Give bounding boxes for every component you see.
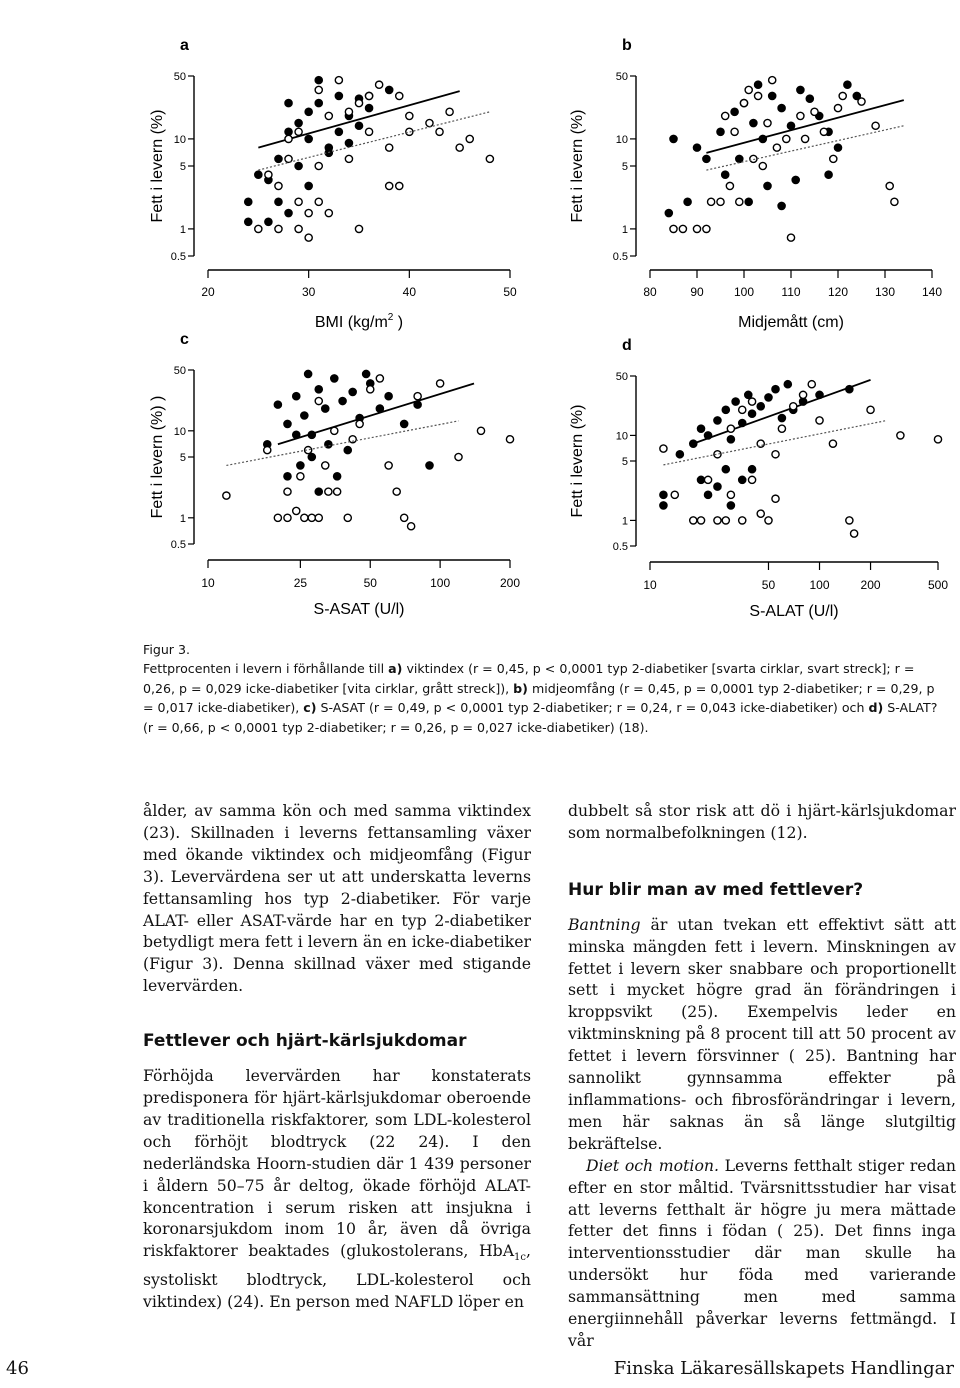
data-point-control xyxy=(466,135,473,142)
x-tick-label: 40 xyxy=(402,285,417,299)
data-point-control xyxy=(325,488,332,495)
data-point-control xyxy=(748,398,755,405)
data-point-type2 xyxy=(769,92,776,99)
data-point-control xyxy=(816,417,823,424)
data-point-control xyxy=(769,77,776,84)
data-point-type2 xyxy=(275,198,282,205)
data-point-control xyxy=(772,495,779,502)
y-tick-label: 1 xyxy=(179,512,186,525)
data-point-control xyxy=(376,375,383,382)
data-point-type2 xyxy=(665,209,672,216)
data-point-type2 xyxy=(739,476,746,483)
data-point-control xyxy=(356,420,363,427)
data-point-control xyxy=(275,182,282,189)
data-point-type2 xyxy=(305,182,312,189)
caption-label: Figur 3. xyxy=(143,642,190,657)
y-tick-label: 0.5 xyxy=(170,251,186,263)
regression-line-control xyxy=(226,421,458,466)
data-point-type2 xyxy=(697,425,704,432)
x-tick-label: 10 xyxy=(201,576,215,590)
data-point-type2 xyxy=(778,104,785,111)
data-point-control xyxy=(301,514,308,521)
data-point-type2 xyxy=(714,483,721,490)
data-point-control xyxy=(690,517,697,524)
x-tick-label: 25 xyxy=(293,576,308,590)
scatter-chart-c xyxy=(140,330,540,630)
data-point-type2 xyxy=(772,386,779,393)
x-axis-label: S-ASAT (U/l) xyxy=(313,601,405,618)
paragraph: Diet och motion. Leverns fetthalt stiger redan efter en stor måltid. Tvärsnittsstudier har visat att leverns fetthalt är högre ju mera mättade fetter det finns i födan ( 25). Det finns inga interventionsstudier där man skulle ha undersökt hur föda med varierande sammansättning men med samma energiinnehåll påverkar leverns fettmängd. I vår xyxy=(568,1155,956,1350)
data-point-control xyxy=(799,391,806,398)
data-point-control xyxy=(726,182,733,189)
data-point-control xyxy=(727,491,734,498)
data-point-control xyxy=(787,234,794,241)
data-point-control xyxy=(315,397,322,404)
x-tick-label: 90 xyxy=(690,285,704,299)
scatter-chart-d xyxy=(560,330,960,630)
x-axis-label: Midjemått (cm) xyxy=(738,314,844,331)
data-point-type2 xyxy=(305,108,312,115)
data-point-type2 xyxy=(265,218,272,225)
data-point-type2 xyxy=(345,139,352,146)
data-point-control xyxy=(322,462,329,469)
data-point-type2 xyxy=(305,370,312,377)
data-point-control xyxy=(401,514,408,521)
data-point-control xyxy=(714,517,721,524)
data-point-control xyxy=(414,393,421,400)
data-point-type2 xyxy=(722,466,729,473)
data-point-control xyxy=(797,112,804,119)
y-tick-label: 10 xyxy=(615,430,628,443)
data-point-type2 xyxy=(660,502,667,509)
data-point-control xyxy=(750,155,757,162)
body-column-left xyxy=(143,800,531,1313)
y-tick-label: 50 xyxy=(173,71,186,83)
data-point-type2 xyxy=(365,104,372,111)
data-point-control xyxy=(386,182,393,189)
data-point-type2 xyxy=(703,155,710,162)
regression-line-type2 xyxy=(693,380,870,444)
data-point-type2 xyxy=(401,420,408,427)
x-tick-label: 120 xyxy=(827,285,849,299)
scatter-chart-a xyxy=(140,20,540,340)
x-tick-label: 50 xyxy=(503,285,517,299)
y-tick-label: 5 xyxy=(179,452,186,464)
paragraph: Förhöjda levervärden har konstaterats predisponera för hjärt-kärlsjukdomar oberoende av traditionella riskfaktorer, som LDL-kolesterol och förhöjt blodtryck (22 24). I den nederländska Hoorn-studien där 1 439 personer i åldern 50–75 år deltog, ökade förhöjd ALAT-koncentration i serum risken att insjukna i koronarsjukdom inom 10 år, även då övriga riskfaktorer beaktades (glukostolerans, HbA$_{1c}$, systoliskt blodtryck, LDL-kolesterol och viktindex) (24). En person med NAFLD löper en xyxy=(143,1066,531,1312)
data-point-control xyxy=(386,144,393,151)
data-point-control xyxy=(834,104,841,111)
data-point-control xyxy=(345,108,352,115)
data-point-control xyxy=(345,155,352,162)
paragraph: Bantning är utan tvekan ett effektivt sätt att minska mängden fett i levern. Minskningen av fettet i levern sker snabbare och proportionellt sett i mycket högre grad än förändringen i kroppsvikt (25). Exempelvis leder en viktminskning på 8 procent till att 50 procent av fettet i levern försvinner ( 25). Bantning har sannolikt gynnsamma effekter på inflammations- och fibrosförändringar i levern, men här saknas än så länge slutgiltig bekräftelse. xyxy=(568,914,956,1153)
data-point-type2 xyxy=(355,122,362,129)
data-point-control xyxy=(506,436,513,443)
data-point-type2 xyxy=(386,86,393,93)
data-point-control xyxy=(385,462,392,469)
data-point-type2 xyxy=(745,391,752,398)
data-point-control xyxy=(755,92,762,99)
data-point-type2 xyxy=(331,375,338,382)
panel-letter: c xyxy=(180,331,189,348)
data-point-type2 xyxy=(285,99,292,106)
data-point-control xyxy=(670,225,677,232)
x-tick-label: 100 xyxy=(809,578,830,592)
data-point-type2 xyxy=(285,209,292,216)
data-point-control xyxy=(872,122,879,129)
data-point-type2 xyxy=(335,92,342,99)
data-point-type2 xyxy=(731,108,738,115)
data-point-control xyxy=(284,488,291,495)
data-point-type2 xyxy=(745,198,752,205)
data-point-type2 xyxy=(717,128,724,135)
data-point-type2 xyxy=(732,398,739,405)
data-point-control xyxy=(255,225,262,232)
data-point-type2 xyxy=(792,176,799,183)
data-point-type2 xyxy=(844,81,851,88)
data-point-type2 xyxy=(787,122,794,129)
data-point-type2 xyxy=(750,119,757,126)
x-tick-label: 110 xyxy=(781,285,801,299)
panel-letter: d xyxy=(622,337,632,354)
x-tick-label: 100 xyxy=(733,285,755,299)
data-point-control xyxy=(446,108,453,115)
y-tick-label: 1 xyxy=(621,515,628,528)
data-point-control xyxy=(867,406,874,413)
data-point-control xyxy=(846,517,853,524)
paragraph: dubbelt så stor risk att dö i hjärt-kärlsjukdomar som normalbefolkningen (12). xyxy=(568,801,956,842)
data-point-control xyxy=(891,198,898,205)
data-point-control xyxy=(858,98,865,105)
data-point-control xyxy=(308,514,315,521)
data-point-type2 xyxy=(295,162,302,169)
data-point-control xyxy=(406,128,413,135)
x-tick-label: 50 xyxy=(363,576,377,590)
data-point-control xyxy=(736,198,743,205)
page-number: 46 xyxy=(6,1358,29,1379)
data-point-control xyxy=(704,476,711,483)
y-tick-label: 0.5 xyxy=(170,539,186,551)
data-point-type2 xyxy=(736,155,743,162)
data-point-control xyxy=(671,491,678,498)
scatter-chart-b xyxy=(560,20,960,340)
data-point-control xyxy=(783,135,790,142)
data-point-type2 xyxy=(825,171,832,178)
data-point-control xyxy=(679,225,686,232)
x-tick-label: 80 xyxy=(643,285,657,299)
data-point-type2 xyxy=(757,403,764,410)
data-point-control xyxy=(344,514,351,521)
y-axis-label: Fett i levern (%) xyxy=(569,109,586,223)
data-point-control xyxy=(315,86,322,93)
x-tick-label: 20 xyxy=(201,285,215,299)
data-point-control xyxy=(275,225,282,232)
data-point-type2 xyxy=(755,81,762,88)
data-point-type2 xyxy=(315,99,322,106)
figure-panel-d xyxy=(560,330,960,630)
data-point-control xyxy=(486,155,493,162)
data-point-control xyxy=(335,77,342,84)
body-column-right xyxy=(568,800,956,1352)
data-point-control xyxy=(808,381,815,388)
data-point-type2 xyxy=(334,473,341,480)
data-point-control xyxy=(477,427,484,434)
data-point-control xyxy=(897,432,904,439)
data-point-control xyxy=(274,514,281,521)
section-heading: Hur blir man av med fettlever? xyxy=(568,879,864,900)
data-point-type2 xyxy=(385,393,392,400)
data-point-type2 xyxy=(727,502,734,509)
data-point-type2 xyxy=(335,128,342,135)
data-point-control xyxy=(708,198,715,205)
figure-caption xyxy=(143,640,943,737)
data-point-control xyxy=(765,517,772,524)
data-point-type2 xyxy=(765,394,772,401)
data-point-type2 xyxy=(363,370,370,377)
data-point-control xyxy=(331,427,338,434)
regression-line-control xyxy=(258,112,490,170)
data-point-control xyxy=(295,225,302,232)
figure-panel-b xyxy=(560,20,960,340)
data-point-control xyxy=(315,198,322,205)
data-point-control xyxy=(293,507,300,514)
data-point-control xyxy=(722,112,729,119)
x-axis-label-end: ) xyxy=(393,314,404,331)
data-point-control xyxy=(455,453,462,460)
y-tick-label: 50 xyxy=(173,365,186,377)
data-point-control xyxy=(748,476,755,483)
data-point-control xyxy=(223,492,230,499)
data-point-control xyxy=(839,92,846,99)
y-tick-label: 5 xyxy=(621,456,628,468)
x-axis-label-superscript: 2 xyxy=(387,312,394,323)
data-point-type2 xyxy=(295,119,302,126)
data-point-control xyxy=(745,86,752,93)
data-point-type2 xyxy=(315,386,322,393)
y-tick-label: 5 xyxy=(179,161,186,173)
data-point-type2 xyxy=(693,144,700,151)
data-point-control xyxy=(456,144,463,151)
data-point-type2 xyxy=(297,462,304,469)
data-point-control xyxy=(437,380,444,387)
x-tick-label: 30 xyxy=(301,285,316,299)
y-tick-label: 10 xyxy=(615,133,628,146)
data-point-control xyxy=(772,451,779,458)
data-point-control xyxy=(426,119,433,126)
data-point-control xyxy=(759,162,766,169)
data-point-type2 xyxy=(339,397,346,404)
data-point-control xyxy=(757,510,764,517)
data-point-control xyxy=(811,108,818,115)
data-point-type2 xyxy=(284,420,291,427)
data-point-control xyxy=(315,162,322,169)
x-tick-label: 140 xyxy=(921,285,943,299)
data-point-control xyxy=(727,425,734,432)
data-point-type2 xyxy=(778,414,785,421)
data-point-type2 xyxy=(274,401,281,408)
data-point-type2 xyxy=(748,410,755,417)
paragraph: ålder, av samma kön och med samma viktindex (23). Skillnaden i leverns fettansamling växer med ökande viktindex och midjeomfång (Figur 3). Levervärdena ser ut att underskatta leverns fettansamling hos typ 2-diabetiker. För varje ALAT- eller ASAT-värde har en typ 2-diabetiker betydligt mera fett i levern än en icke-diabetiker (Figur 3). Denna skillnad växer med stigande levervärden. xyxy=(143,801,531,996)
data-point-type2 xyxy=(684,198,691,205)
data-point-control xyxy=(851,530,858,537)
data-point-control xyxy=(764,119,771,126)
data-point-type2 xyxy=(322,405,329,412)
data-point-control xyxy=(305,234,312,241)
data-point-control xyxy=(376,81,383,88)
data-point-type2 xyxy=(344,447,351,454)
data-point-type2 xyxy=(778,202,785,209)
y-axis-label: Fett i levern (%) ) xyxy=(149,395,166,519)
data-point-control xyxy=(365,128,372,135)
data-point-type2 xyxy=(301,412,308,419)
data-point-type2 xyxy=(797,86,804,93)
data-point-type2 xyxy=(834,144,841,151)
x-tick-label: 50 xyxy=(761,578,776,592)
data-point-control xyxy=(393,488,400,495)
data-point-type2 xyxy=(748,466,755,473)
y-tick-label: 5 xyxy=(621,161,628,173)
data-point-control xyxy=(886,182,893,189)
data-point-control xyxy=(305,209,312,216)
data-point-control xyxy=(285,135,292,142)
figure-panel-a xyxy=(140,20,540,340)
data-point-control xyxy=(315,514,322,521)
y-tick-label: 50 xyxy=(615,71,628,83)
data-point-type2 xyxy=(722,406,729,413)
data-point-control xyxy=(731,128,738,135)
data-point-type2 xyxy=(670,135,677,142)
data-point-control xyxy=(284,514,291,521)
data-point-type2 xyxy=(764,182,771,189)
data-point-control xyxy=(355,225,362,232)
data-point-control xyxy=(820,128,827,135)
data-point-control xyxy=(830,155,837,162)
data-point-control xyxy=(739,406,746,413)
y-tick-label: 10 xyxy=(173,425,186,438)
journal-name: Finska Läkaresällskapets Handlingar xyxy=(613,1358,954,1379)
data-point-type2 xyxy=(697,476,704,483)
y-tick-label: 1 xyxy=(179,223,186,236)
data-point-control xyxy=(325,112,332,119)
data-point-control xyxy=(778,425,785,432)
x-tick-label: 10 xyxy=(643,578,657,592)
data-point-control xyxy=(703,225,710,232)
caption-text: Fettprocenten i levern i förhållande till a) viktindex (r = 0,45, p < 0,0001 typ 2-diabetiker [svarta cirklar, svart streck]; r = 0,26, p = 0,029 icke-diabetiker [vita cirklar, grått streck]), b) midjeomfång (r = 0,45, p = 0,0001 typ 2-diabetiker; r = 0,29, p = 0,017 icke-diabetiker), c) S-ASAT (r = 0,49, p < 0,0001 typ 2-diabetiker; r = 0,24, r = 0,043 icke-diabetiker) och d) S-ALAT? (r = 0,66, p < 0,0001 typ 2-diabetiker; r = 0,26, p = 0,027 icke-diabetiker) (18). xyxy=(143,661,938,735)
data-point-control xyxy=(722,517,729,524)
data-point-type2 xyxy=(349,388,356,395)
panel-letter: a xyxy=(180,37,189,54)
data-point-control xyxy=(660,445,667,452)
data-point-control xyxy=(295,128,302,135)
y-axis-label: Fett i levern (%) xyxy=(149,109,166,223)
data-point-type2 xyxy=(293,393,300,400)
data-point-control xyxy=(295,198,302,205)
data-point-type2 xyxy=(704,491,711,498)
data-point-control xyxy=(325,209,332,216)
data-point-control xyxy=(408,523,415,530)
data-point-control xyxy=(396,92,403,99)
y-tick-label: 50 xyxy=(615,371,628,383)
data-point-type2 xyxy=(315,77,322,84)
data-point-type2 xyxy=(285,128,292,135)
data-point-control xyxy=(334,488,341,495)
data-point-control xyxy=(693,225,700,232)
data-point-control xyxy=(934,436,941,443)
data-point-type2 xyxy=(806,95,813,102)
data-point-control xyxy=(355,99,362,106)
panel-letter: b xyxy=(622,37,632,54)
data-point-type2 xyxy=(255,171,262,178)
data-point-type2 xyxy=(308,453,315,460)
x-axis-label: S-ALAT (U/l) xyxy=(749,603,839,620)
figure-panel-c xyxy=(140,330,540,630)
data-point-type2 xyxy=(426,462,433,469)
data-point-control xyxy=(739,517,746,524)
data-point-type2 xyxy=(660,491,667,498)
y-tick-label: 1 xyxy=(621,223,628,236)
data-point-control xyxy=(365,92,372,99)
y-tick-label: 0.5 xyxy=(612,251,628,263)
data-point-control xyxy=(773,144,780,151)
data-point-control xyxy=(717,198,724,205)
y-axis-label: Fett i levern (%) xyxy=(569,404,586,518)
data-point-type2 xyxy=(714,417,721,424)
data-point-type2 xyxy=(305,135,312,142)
y-tick-label: 0.5 xyxy=(612,541,628,553)
data-point-type2 xyxy=(784,381,791,388)
data-point-control xyxy=(790,403,797,410)
x-tick-label: 100 xyxy=(430,576,451,590)
data-point-control xyxy=(697,517,704,524)
section-heading: Fettlever och hjärt-kärlsjukdomar xyxy=(143,1031,467,1052)
x-axis-label: BMI ($kg/m^2$ ) xyxy=(314,312,404,331)
data-point-control xyxy=(436,128,443,135)
data-point-control xyxy=(829,440,836,447)
x-tick-label: 200 xyxy=(499,576,521,590)
data-point-control xyxy=(802,135,809,142)
data-point-type2 xyxy=(676,451,683,458)
data-point-control xyxy=(367,386,374,393)
data-point-control xyxy=(406,112,413,119)
data-point-control xyxy=(265,171,272,178)
data-point-type2 xyxy=(722,171,729,178)
data-point-type2 xyxy=(245,198,252,205)
data-point-type2 xyxy=(284,473,291,480)
x-tick-label: 500 xyxy=(927,578,949,592)
data-point-control xyxy=(264,447,271,454)
data-point-control xyxy=(740,99,747,106)
data-point-control xyxy=(297,473,304,480)
x-tick-label: 130 xyxy=(874,285,896,299)
data-point-type2 xyxy=(315,488,322,495)
data-point-type2 xyxy=(245,218,252,225)
data-point-type2 xyxy=(275,155,282,162)
data-point-control xyxy=(396,182,403,189)
x-tick-label: 200 xyxy=(860,578,881,592)
y-tick-label: 10 xyxy=(173,133,186,146)
data-point-type2 xyxy=(727,436,734,443)
